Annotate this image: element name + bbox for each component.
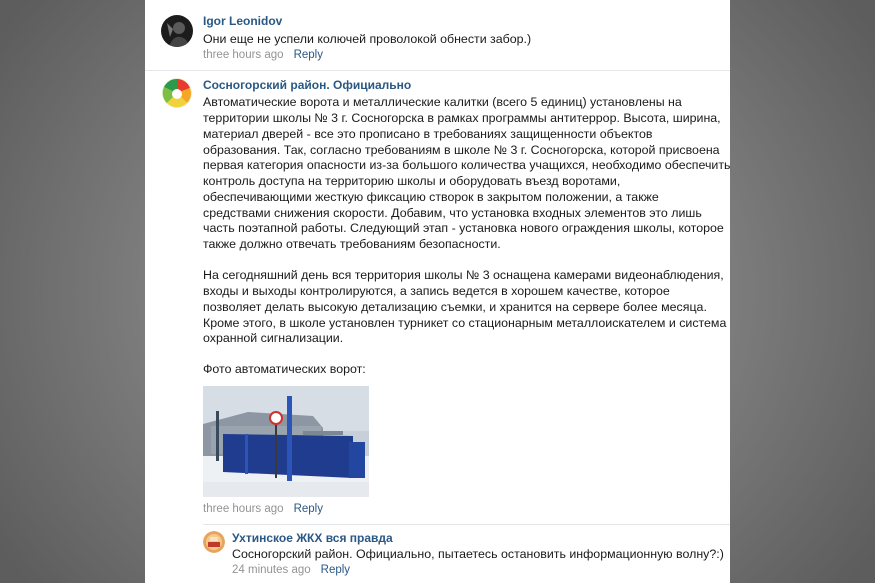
post-text-line: первая категория опасности из-за большого количества учащихся, необходимо обеспечить (203, 158, 730, 172)
post-text-line: обеспечивающими жесткую фиксацию створок в закрытом положении, а также (203, 190, 659, 204)
post-text-line: средствами снижения скорости. Добавим, что установка входных элементов это лишь (203, 206, 702, 220)
post-text-line: контроль доступа на территорию школы и оборудовать въезд воротами, (203, 174, 621, 188)
post-time[interactable]: three hours ago (203, 503, 284, 515)
comments-panel (145, 0, 730, 583)
gate-photo[interactable] (203, 386, 369, 497)
post-text-line: образования. Так, согласно требованиям в школе № 3 г. Сосногорска, которой присвоена (203, 143, 720, 157)
comment-author[interactable]: Igor Leonidov (203, 14, 283, 28)
reply-link[interactable]: Reply (293, 49, 323, 61)
reply-time[interactable]: 24 minutes ago (232, 564, 311, 576)
post-text-line: Кроме этого, в школе установлен турникет со стационарным металлоискателем и система (203, 316, 727, 330)
reply-link[interactable]: Reply (320, 564, 351, 576)
post-text-line: охранной сигнализации. (203, 331, 344, 345)
reply-link[interactable]: Reply (293, 503, 323, 515)
post-text-line: часть поэтапной работы. Следующий этап - установка нового ограждения школы, которое (203, 221, 724, 235)
avatar-ukhta-zhkh[interactable] (203, 531, 225, 553)
avatar-sosnogorsk[interactable] (161, 77, 193, 109)
post-text-line: Автоматические ворота и металлические калитки (всего 5 единиц) установлены на (203, 95, 682, 109)
photo-caption: Фото автоматических ворот: (203, 362, 366, 376)
reply-text: Сосногорский район. Официально, пытаетесь остановить информационную волну?:) (232, 547, 724, 561)
post-text-line: На сегодняшний день вся территория школы № 3 оснащена камерами видеонаблюдения, (203, 268, 724, 282)
divider (203, 524, 730, 525)
comment-meta (203, 49, 323, 61)
comment-time[interactable]: three hours ago (203, 49, 284, 61)
comment-text: Они еще не успели колючей проволокой обнести забор.) (203, 32, 532, 46)
avatar-igor-leonidov[interactable] (161, 15, 193, 47)
post-author[interactable]: Сосногорский район. Официально (203, 78, 412, 92)
reply-meta (232, 564, 350, 576)
post-text-line: входы и выходы контролируются, а запись ведется в хорошем качестве, которое (203, 284, 670, 298)
reply-author[interactable]: Ухтинское ЖКХ вся правда (232, 531, 393, 545)
post-text-line: материал дверей - все это прописано в требованиях защищенности объектов (203, 127, 653, 141)
post-text-line: также должно отвечать требованиям безопасности. (203, 237, 501, 251)
post-text-line: позволяет делать высокую детализацию съемки, и хранится на сервере более месяца. (203, 300, 707, 314)
divider (145, 70, 730, 71)
post-text-line: территории школы № 3 г. Сосногорска в рамках программы антитеррор. Высота, ширина, (203, 111, 721, 125)
post-meta (203, 503, 323, 515)
